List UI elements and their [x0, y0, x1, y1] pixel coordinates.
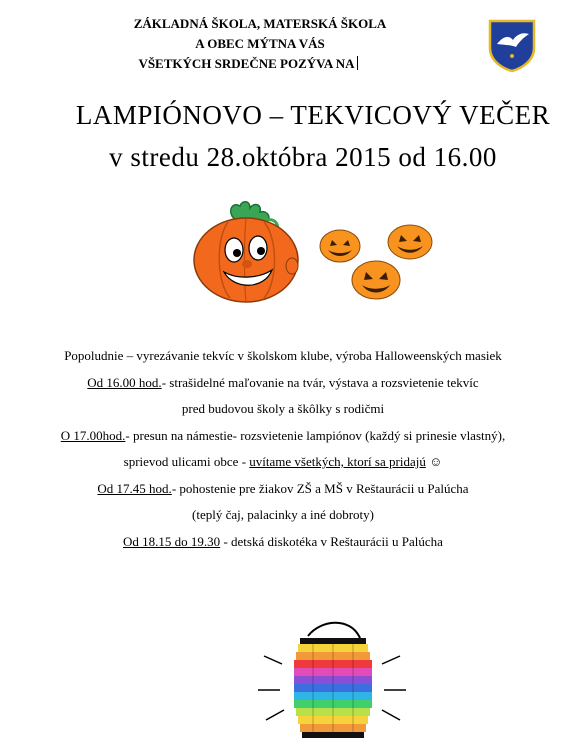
header-line-2: A OBEC MÝTNA VÁS	[195, 36, 325, 51]
smiley-icon: ☺	[429, 454, 443, 469]
schedule-row-1700	[0, 423, 566, 450]
welcome-text: uvítame všetkých, ktorí sa pridajú	[249, 454, 426, 469]
text-cursor	[357, 56, 358, 70]
schedule-text: sprievod ulicami obce -	[123, 454, 250, 469]
schedule-row-1600	[0, 370, 566, 397]
schedule-row-1745	[0, 476, 566, 503]
schedule-text: - pohostenie pre žiakov ZŠ a MŠ v Reštaurácii u Palúcha	[171, 480, 469, 496]
schedule-row-1745-cont: (teplý čaj, palacinky a iné dobroty)	[192, 507, 374, 522]
school-crest-logo	[487, 18, 537, 72]
jack-o-lantern-lanterns-illustration	[318, 222, 436, 304]
header-line-3: VŠETKÝCH SRDEČNE POZÝVA NA	[86, 54, 410, 74]
paper-lantern-illustration	[258, 612, 408, 742]
schedule-text: - strašidelné maľovanie na tvár, výstava a rozsvietenie tekvíc	[161, 374, 479, 390]
header-line-1: ZÁKLADNÁ ŠKOLA, MATERSKÁ ŠKOLA	[133, 16, 387, 31]
invitation-header	[110, 14, 410, 74]
schedule-row-1700-cont	[0, 449, 566, 476]
schedule-time: O 17.00hod.	[60, 427, 126, 443]
schedule-time: Od 18.15 do 19.30	[123, 533, 221, 549]
program-schedule	[0, 343, 566, 555]
schedule-text: - detská diskotéka v Reštaurácii u Palúcha	[220, 533, 443, 549]
schedule-text: - presun na námestie- rozsvietenie lampiónov (každý si prinesie vlastný),	[125, 427, 506, 443]
schedule-row-1815	[0, 529, 566, 556]
schedule-time: Od 16.00 hod.	[87, 374, 162, 390]
jack-o-lantern-bottom	[352, 261, 400, 299]
jack-o-lantern-right	[388, 225, 432, 259]
schedule-row-1600-cont: pred budovou školy a škôlky s rodičmi	[181, 401, 385, 416]
event-title: LAMPIÓNOVO – TEKVICOVÝ VEČER	[75, 100, 551, 130]
jack-o-lantern-left	[320, 230, 360, 262]
event-date: v stredu 28.októbra 2015 od 16.00	[109, 142, 497, 172]
schedule-row-afternoon: Popoludnie – vyrezávanie tekvíc v školskom klube, výroba Halloweenských masiek	[64, 348, 502, 363]
smiling-pumpkin-illustration	[188, 198, 308, 306]
schedule-time: Od 17.45 hod.	[97, 480, 172, 496]
